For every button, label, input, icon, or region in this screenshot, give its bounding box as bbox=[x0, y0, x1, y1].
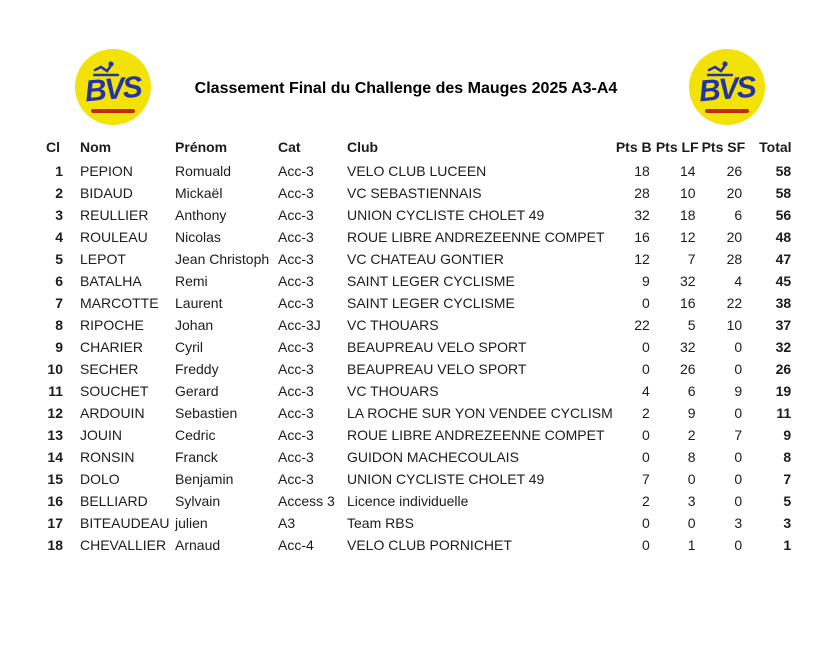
pts-lf-cell: 8 bbox=[687, 449, 696, 465]
pts-sf-cell: 9 bbox=[734, 383, 743, 399]
category-cell: Acc-4 bbox=[278, 537, 314, 553]
pts-sf-cell: 0 bbox=[734, 537, 743, 553]
firstname-cell: Sylvain bbox=[175, 493, 221, 509]
header-pts-lf: Pts LF bbox=[655, 139, 699, 155]
rank-cell: 1 bbox=[55, 163, 63, 179]
pts-b-cell: 0 bbox=[642, 515, 650, 531]
table-row bbox=[40, 270, 795, 292]
table-row bbox=[40, 292, 795, 314]
total-cell: 3 bbox=[783, 515, 792, 531]
pts-b-cell: 32 bbox=[634, 207, 650, 223]
table-row bbox=[40, 226, 795, 248]
pts-sf-cell: 0 bbox=[734, 493, 743, 509]
pts-b-cell: 9 bbox=[642, 273, 650, 289]
pts-b-cell: 0 bbox=[642, 537, 650, 553]
total-cell: 8 bbox=[783, 449, 792, 465]
club-cell: ROUE LIBRE ANDREZEENNE COMPET bbox=[347, 229, 605, 245]
total-cell: 5 bbox=[783, 493, 792, 509]
rank-cell: 10 bbox=[47, 361, 63, 377]
pts-b-cell: 2 bbox=[642, 493, 650, 509]
category-cell: Acc-3 bbox=[278, 295, 314, 311]
header-rank: Cl bbox=[46, 139, 60, 155]
total-cell: 32 bbox=[775, 339, 792, 355]
pts-lf-cell: 6 bbox=[687, 383, 696, 399]
rank-cell: 7 bbox=[55, 295, 63, 311]
pts-lf-cell: 18 bbox=[680, 207, 696, 223]
club-cell: BEAUPREAU VELO SPORT bbox=[347, 361, 527, 377]
total-cell: 7 bbox=[783, 471, 792, 487]
club-cell: Team RBS bbox=[347, 515, 414, 531]
pts-lf-cell: 10 bbox=[680, 185, 696, 201]
pts-lf-cell: 12 bbox=[680, 229, 696, 245]
club-cell: GUIDON MACHECOULAIS bbox=[347, 449, 519, 465]
club-cell: VELO CLUB PORNICHET bbox=[347, 537, 512, 553]
name-cell: LEPOT bbox=[80, 251, 126, 267]
pts-b-cell: 0 bbox=[642, 449, 650, 465]
pts-sf-cell: 0 bbox=[734, 405, 743, 421]
name-cell: BATALHA bbox=[80, 273, 142, 289]
rank-cell: 12 bbox=[47, 405, 63, 421]
firstname-cell: Freddy bbox=[175, 361, 219, 377]
name-cell: CHEVALLIER bbox=[80, 537, 167, 553]
rank-cell: 2 bbox=[55, 185, 63, 201]
rank-cell: 13 bbox=[47, 427, 63, 443]
firstname-cell: Cyril bbox=[175, 339, 203, 355]
header-pts-sf: Pts SF bbox=[701, 139, 746, 155]
pts-lf-cell: 32 bbox=[680, 339, 696, 355]
firstname-cell: Remi bbox=[175, 273, 208, 289]
category-cell: Acc-3 bbox=[278, 207, 314, 223]
name-cell: ARDOUIN bbox=[80, 405, 145, 421]
category-cell: Acc-3 bbox=[278, 273, 314, 289]
pts-sf-cell: 26 bbox=[726, 163, 743, 179]
pts-sf-cell: 4 bbox=[734, 273, 743, 289]
club-cell: VC THOUARS bbox=[347, 317, 439, 333]
table-row bbox=[40, 468, 795, 490]
firstname-cell: Jean Christoph bbox=[175, 251, 270, 267]
rank-cell: 16 bbox=[47, 493, 63, 509]
category-cell: Acc-3 bbox=[278, 229, 314, 245]
firstname-cell: Arnaud bbox=[175, 537, 221, 553]
name-cell: SOUCHET bbox=[80, 383, 149, 399]
name-cell: SECHER bbox=[80, 361, 139, 377]
pts-b-cell: 0 bbox=[642, 427, 650, 443]
rank-cell: 4 bbox=[55, 229, 63, 245]
club-cell: SAINT LEGER CYCLISME bbox=[347, 273, 515, 289]
name-cell: RONSIN bbox=[80, 449, 135, 465]
rank-cell: 15 bbox=[47, 471, 63, 487]
table-header-row bbox=[40, 134, 795, 160]
name-cell: RIPOCHE bbox=[80, 317, 144, 333]
table-row bbox=[40, 446, 795, 468]
logo-letters: BVS bbox=[83, 70, 143, 109]
name-cell: MARCOTTE bbox=[80, 295, 159, 311]
name-cell: BITEAUDEAU bbox=[80, 515, 170, 531]
club-cell: Licence individuelle bbox=[347, 493, 469, 509]
pts-sf-cell: 20 bbox=[726, 229, 743, 245]
total-cell: 58 bbox=[775, 185, 792, 201]
pts-lf-cell: 3 bbox=[687, 493, 696, 509]
table-row bbox=[40, 314, 795, 336]
pts-lf-cell: 32 bbox=[680, 273, 696, 289]
total-cell: 9 bbox=[783, 427, 792, 443]
pts-b-cell: 4 bbox=[642, 383, 650, 399]
pts-sf-cell: 0 bbox=[734, 361, 743, 377]
rank-cell: 3 bbox=[55, 207, 63, 223]
total-cell: 1 bbox=[783, 537, 792, 553]
pts-lf-cell: 16 bbox=[680, 295, 696, 311]
rank-cell: 17 bbox=[47, 515, 63, 531]
firstname-cell: Franck bbox=[175, 449, 218, 465]
firstname-cell: Nicolas bbox=[175, 229, 221, 245]
header-name: Nom bbox=[80, 139, 112, 155]
total-cell: 48 bbox=[775, 229, 792, 245]
pts-b-cell: 16 bbox=[634, 229, 650, 245]
pts-lf-cell: 0 bbox=[687, 515, 696, 531]
club-cell: LA ROCHE SUR YON VENDEE CYCLISM bbox=[347, 405, 613, 421]
name-cell: JOUIN bbox=[80, 427, 122, 443]
pts-b-cell: 22 bbox=[634, 317, 650, 333]
table-row bbox=[40, 380, 795, 402]
club-cell: VC CHATEAU GONTIER bbox=[347, 251, 504, 267]
table-row bbox=[40, 204, 795, 226]
total-cell: 11 bbox=[776, 405, 792, 421]
club-logo-right bbox=[689, 49, 765, 125]
total-cell: 56 bbox=[775, 207, 792, 223]
firstname-cell: Gerard bbox=[175, 383, 219, 399]
pts-sf-cell: 0 bbox=[734, 471, 743, 487]
header-firstname: Prénom bbox=[175, 139, 228, 155]
club-cell: VELO CLUB LUCEEN bbox=[347, 163, 487, 179]
table-body bbox=[40, 160, 795, 556]
total-cell: 26 bbox=[775, 361, 792, 377]
header-club: Club bbox=[347, 139, 379, 155]
firstname-cell: Mickaël bbox=[175, 185, 223, 201]
pts-sf-cell: 0 bbox=[734, 449, 743, 465]
table-row bbox=[40, 402, 795, 424]
pts-lf-cell: 14 bbox=[680, 163, 696, 179]
name-cell: BELLIARD bbox=[80, 493, 148, 509]
name-cell: CHARIER bbox=[80, 339, 144, 355]
club-cell: SAINT LEGER CYCLISME bbox=[347, 295, 515, 311]
table-row bbox=[40, 160, 795, 182]
category-cell: Acc-3 bbox=[278, 405, 314, 421]
rank-cell: 14 bbox=[47, 449, 63, 465]
club-cell: VC SEBASTIENNAIS bbox=[347, 185, 482, 201]
classification-table bbox=[40, 134, 795, 556]
firstname-cell: julien bbox=[175, 515, 208, 531]
name-cell: ROULEAU bbox=[80, 229, 148, 245]
table-row bbox=[40, 358, 795, 380]
pts-b-cell: 0 bbox=[642, 361, 650, 377]
page-title: Classement Final du Challenge des Mauges 2025 A3-A4 bbox=[194, 80, 618, 97]
club-cell: UNION CYCLISTE CHOLET 49 bbox=[347, 471, 545, 487]
pts-b-cell: 18 bbox=[634, 163, 650, 179]
total-cell: 45 bbox=[775, 273, 792, 289]
rank-cell: 18 bbox=[47, 537, 63, 553]
category-cell: Acc-3 bbox=[278, 185, 314, 201]
pts-lf-cell: 1 bbox=[687, 537, 696, 553]
name-cell: BIDAUD bbox=[80, 185, 133, 201]
header-category: Cat bbox=[278, 139, 301, 155]
category-cell: Acc-3 bbox=[278, 471, 314, 487]
total-cell: 58 bbox=[775, 163, 792, 179]
name-cell: PEPION bbox=[80, 163, 133, 179]
club-cell: BEAUPREAU VELO SPORT bbox=[347, 339, 527, 355]
firstname-cell: Sebastien bbox=[175, 405, 238, 421]
pts-b-cell: 0 bbox=[642, 339, 650, 355]
rank-cell: 6 bbox=[55, 273, 63, 289]
header-pts-b: Pts B bbox=[615, 139, 652, 155]
pts-lf-cell: 2 bbox=[687, 427, 696, 443]
total-cell: 37 bbox=[775, 317, 792, 333]
pts-lf-cell: 0 bbox=[687, 471, 696, 487]
firstname-cell: Romuald bbox=[175, 163, 232, 179]
rank-cell: 9 bbox=[55, 339, 63, 355]
pts-b-cell: 7 bbox=[642, 471, 650, 487]
club-cell: ROUE LIBRE ANDREZEENNE COMPET bbox=[347, 427, 605, 443]
club-cell: UNION CYCLISTE CHOLET 49 bbox=[347, 207, 545, 223]
pts-sf-cell: 22 bbox=[726, 295, 743, 311]
total-cell: 38 bbox=[775, 295, 792, 311]
logo-tagline-illegible bbox=[705, 109, 749, 113]
pts-sf-cell: 10 bbox=[726, 317, 743, 333]
table-row bbox=[40, 424, 795, 446]
pts-sf-cell: 28 bbox=[726, 251, 743, 267]
total-cell: 19 bbox=[775, 383, 792, 399]
firstname-cell: Anthony bbox=[175, 207, 227, 223]
category-cell: Acc-3J bbox=[278, 317, 321, 333]
category-cell: Acc-3 bbox=[278, 163, 314, 179]
pts-b-cell: 2 bbox=[642, 405, 650, 421]
header-total: Total bbox=[759, 139, 792, 155]
category-cell: Acc-3 bbox=[278, 339, 314, 355]
pts-sf-cell: 6 bbox=[734, 207, 743, 223]
table-row bbox=[40, 512, 795, 534]
name-cell: REULLIER bbox=[80, 207, 149, 223]
firstname-cell: Laurent bbox=[175, 295, 223, 311]
pts-b-cell: 28 bbox=[634, 185, 650, 201]
firstname-cell: Johan bbox=[175, 317, 214, 333]
rank-cell: 11 bbox=[48, 383, 63, 399]
category-cell: Acc-3 bbox=[278, 251, 314, 267]
pts-sf-cell: 20 bbox=[726, 185, 743, 201]
category-cell: A3 bbox=[278, 515, 296, 531]
pts-sf-cell: 7 bbox=[734, 427, 743, 443]
total-cell: 47 bbox=[775, 251, 792, 267]
pts-lf-cell: 7 bbox=[687, 251, 696, 267]
logo-tagline-illegible bbox=[91, 109, 135, 113]
logo-letters: BVS bbox=[697, 70, 757, 109]
pts-lf-cell: 5 bbox=[687, 317, 696, 333]
table-row bbox=[40, 490, 795, 512]
name-cell: DOLO bbox=[80, 471, 120, 487]
category-cell: Acc-3 bbox=[278, 427, 314, 443]
pts-b-cell: 0 bbox=[642, 295, 650, 311]
category-cell: Acc-3 bbox=[278, 383, 314, 399]
pts-b-cell: 12 bbox=[634, 251, 650, 267]
pts-lf-cell: 9 bbox=[687, 405, 696, 421]
pts-sf-cell: 0 bbox=[734, 339, 743, 355]
table-row bbox=[40, 336, 795, 358]
rank-cell: 8 bbox=[55, 317, 63, 333]
category-cell: Acc-3 bbox=[278, 361, 314, 377]
table-row bbox=[40, 534, 795, 556]
category-cell: Acc-3 bbox=[278, 449, 314, 465]
pts-lf-cell: 26 bbox=[680, 361, 696, 377]
firstname-cell: Cedric bbox=[175, 427, 216, 443]
rank-cell: 5 bbox=[55, 251, 63, 267]
firstname-cell: Benjamin bbox=[175, 471, 234, 487]
pts-sf-cell: 3 bbox=[734, 515, 743, 531]
table-row bbox=[40, 248, 795, 270]
category-cell: Access 3 bbox=[278, 493, 335, 509]
club-cell: VC THOUARS bbox=[347, 383, 439, 399]
table-row bbox=[40, 182, 795, 204]
